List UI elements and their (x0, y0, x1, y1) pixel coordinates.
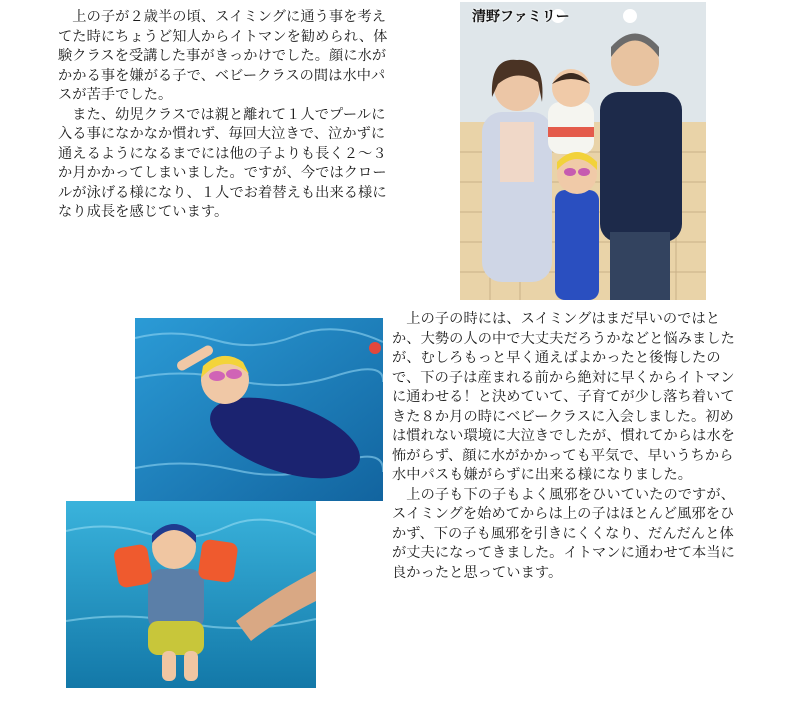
backstroke-photo (135, 318, 383, 501)
family-photo-caption: 清野ファミリー (472, 9, 570, 25)
story-paragraph-top: 上の子が２歳半の頃、スイミングに通う事を考えてた時にちょうど知人からイトマンを勧められ、体験クラスを受講した事がきっかけでした。顔に水がかかる事を嫌がる子で、ベビークラスの間は水中パスが苦手でした。 また、幼児クラスでは親と離れて１人でプールに入る事になかなか慣れず、毎回大泣きで、泣かずに通えるようになるまでには他の子よりも長く２〜３か月かかってしまいました。ですが、今ではクロールが泳げる様になり、１人でお着替えも出来る様になり成長を感じています。 (58, 9, 388, 220)
family-photo (460, 2, 706, 300)
toddler-armbands-photo-illustration (66, 501, 316, 688)
toddler-armbands-photo (66, 501, 316, 688)
family-photo-illustration (460, 2, 706, 300)
story-paragraph-right: 上の子の時には、スイミングはまだ早いのではとか、大勢の人の中で大丈夫だろうかなどと悩みましたが、むしろもっと早く通えばよかったと後悔したので、下の子は産まれる前から絶対に早くからイトマンに通わせる！と決めていて、子育てが少し落ち着いてきた８か月の時にベビークラスに入会しました。初めは慣れない環境に大泣きでしたが、慣れてからは水を怖がらず、顔に水がかかっても平気で、早いうちから水中パスも嫌がらずに出来る様になりました。 上の子も下の子もよく風邪をひいていたのですが、スイミングを始めてからは上の子はほとんど風邪をひかず、下の子も風邪を引きにくくなり、だんだんと体が丈夫になってきました。イトマンに通わせて本当に良かったと思っています。 (392, 311, 735, 581)
backstroke-photo-illustration (135, 318, 383, 501)
